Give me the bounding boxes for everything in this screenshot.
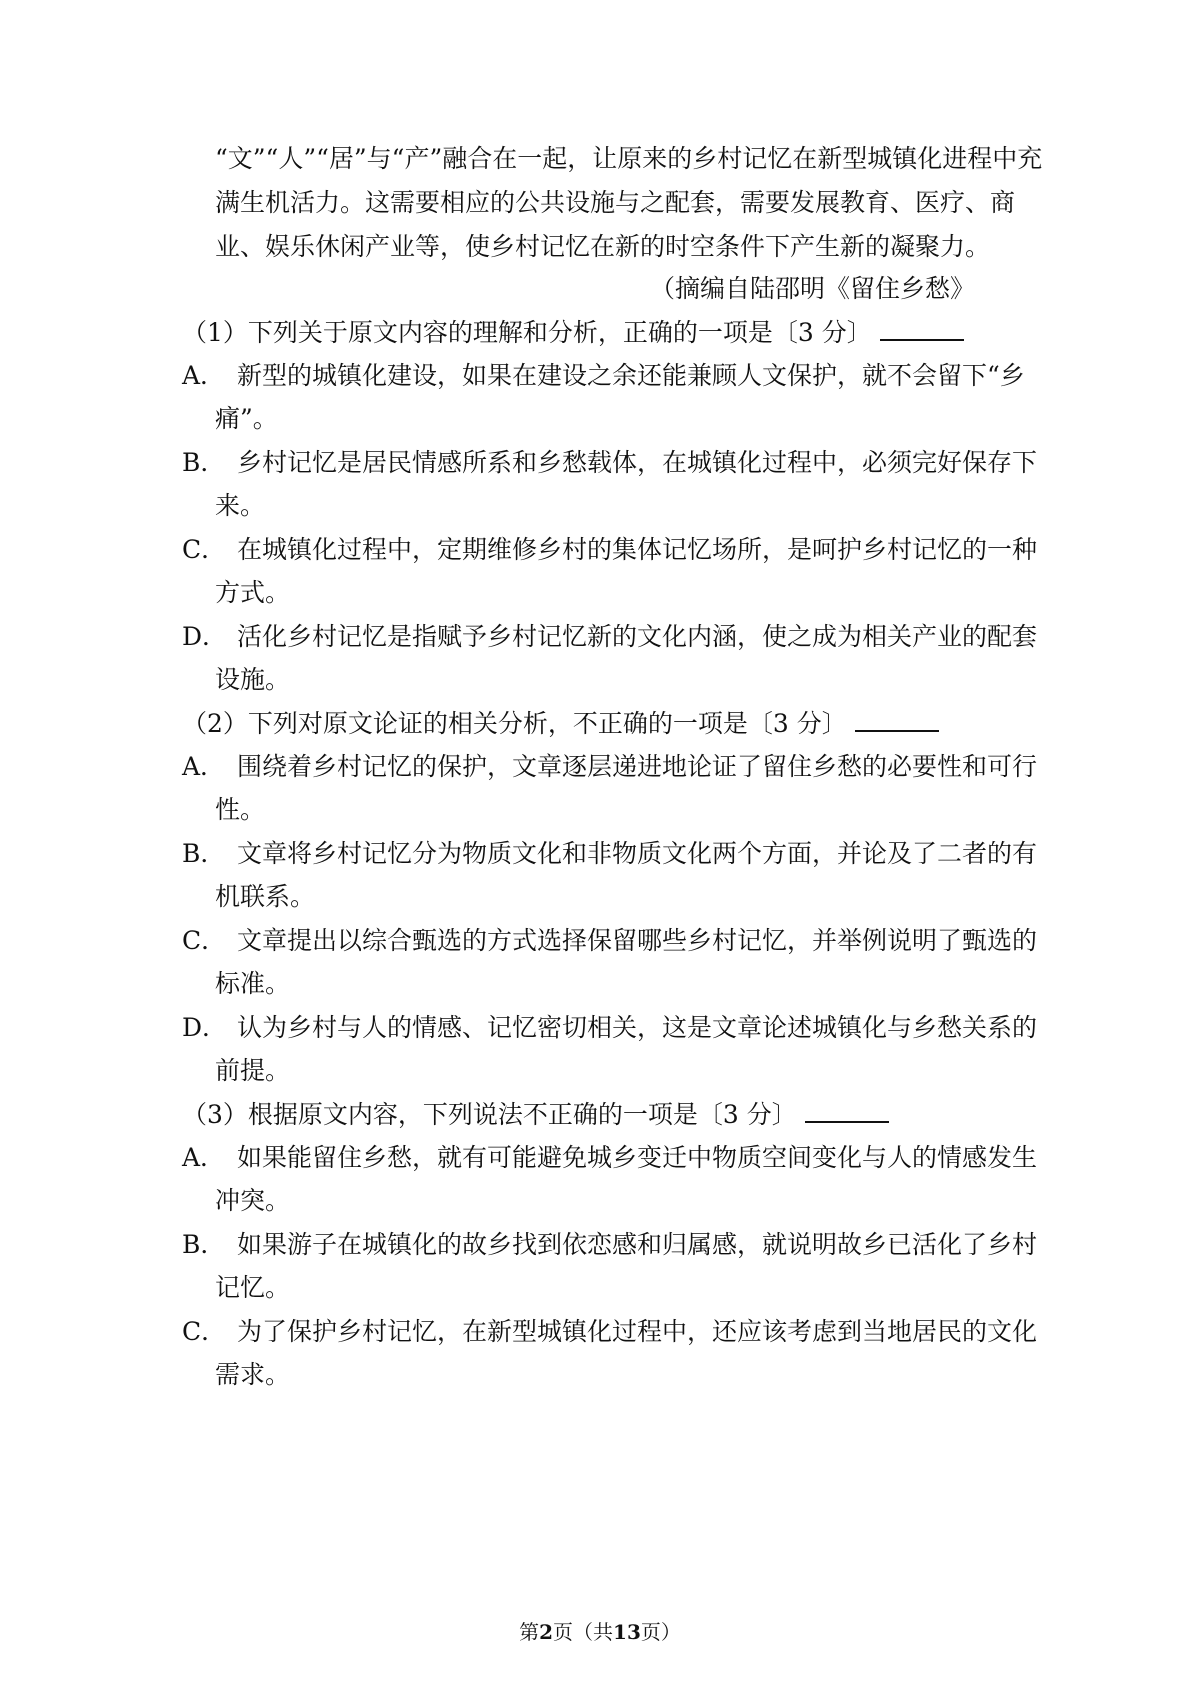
option-letter: A． (182, 1143, 226, 1172)
option-text: 如果能留住乡愁，就有可能避免城乡变迁中物质空间变化与人的情感发生 (237, 1143, 1038, 1172)
footer-prefix: 第 (519, 1620, 540, 1644)
option-letter: A． (182, 361, 226, 390)
answer-blank-3 (805, 1099, 889, 1123)
question-2-option-a-cont: 性。 (215, 795, 266, 824)
answer-blank-2 (855, 708, 939, 732)
footer-middle: 页（共 (553, 1620, 614, 1644)
option-text: 乡村记忆是居民情感所系和乡愁载体，在城镇化过程中，必须完好保存下 (237, 448, 1038, 477)
question-3-option-b-cont: 记忆。 (215, 1273, 291, 1302)
question-2-stem (182, 707, 1200, 741)
option-letter: D． (182, 1013, 228, 1042)
question-2-option-b-cont: 机联系。 (215, 882, 316, 911)
footer-page-number: 2 (539, 1620, 554, 1644)
question-3-option-a-cont: 冲突。 (215, 1186, 291, 1215)
option-text: 新型的城镇化建设，如果在建设之余还能兼顾人文保护，就不会留下“乡 (237, 361, 1025, 390)
question-3-stem (182, 1098, 1200, 1132)
question-3-option-c-cont: 需求。 (215, 1360, 291, 1389)
option-text: 在城镇化过程中，定期维修乡村的集体记忆场所，是呵护乡村记忆的一种 (237, 535, 1038, 564)
question-1-option-d-cont: 设施。 (215, 665, 291, 694)
passage-source: （摘编自陆邵明《留住乡愁》 (649, 274, 975, 303)
answer-blank-1 (880, 317, 964, 341)
question-1-option-a-cont: 痛”。 (215, 404, 278, 433)
option-text: 为了保护乡村记忆，在新型城镇化过程中，还应该考虑到当地居民的文化 (237, 1317, 1038, 1346)
question-1-option-c-cont: 方式。 (215, 578, 291, 607)
question-2-option-c-cont: 标准。 (215, 969, 291, 998)
passage-line-3: 业、娱乐休闲产业等，使乡村记忆在新的时空条件下产生新的凝聚力。 (215, 232, 991, 261)
passage-line-2: 满生机活力。这需要相应的公共设施与之配套，需要发展教育、医疗、商 (215, 188, 1016, 217)
option-letter: B． (182, 1230, 226, 1259)
option-letter: C． (182, 1317, 227, 1346)
option-letter: B． (182, 839, 226, 868)
question-2-option-d-cont: 前提。 (215, 1056, 291, 1085)
option-text: 围绕着乡村记忆的保护，文章逐层递进地论证了留住乡愁的必要性和可行 (237, 752, 1038, 781)
question-1-stem-text: （1）下列关于原文内容的理解和分析，正确的一项是〔3 分〕 (182, 318, 872, 347)
option-text: 活化乡村记忆是指赋予乡村记忆新的文化内涵，使之成为相关产业的配套 (237, 622, 1038, 651)
option-letter: B． (182, 448, 226, 477)
option-letter: C． (182, 926, 227, 955)
option-text: 文章提出以综合甄选的方式选择保留哪些乡村记忆，并举例说明了甄选的 (237, 926, 1038, 955)
page-footer (0, 1619, 1200, 1645)
passage-line-1: “文”“人”“居”与“产”融合在一起，让原来的乡村记忆在新型城镇化进程中充 (215, 144, 1043, 173)
footer-total-pages: 13 (613, 1620, 641, 1644)
option-text: 如果游子在城镇化的故乡找到依恋感和归属感，就说明故乡已活化了乡村 (237, 1230, 1038, 1259)
question-1-stem (182, 316, 1200, 350)
question-1-option-b-cont: 来。 (215, 491, 266, 520)
footer-suffix: 页） (640, 1620, 681, 1644)
option-text: 文章将乡村记忆分为物质文化和非物质文化两个方面，并论及了二者的有 (237, 839, 1038, 868)
option-text: 认为乡村与人的情感、记忆密切相关，这是文章论述城镇化与乡愁关系的 (237, 1013, 1038, 1042)
option-letter: D． (182, 622, 228, 651)
question-3-stem-text: （3）根据原文内容，下列说法不正确的一项是〔3 分〕 (182, 1100, 797, 1129)
option-letter: C． (182, 535, 227, 564)
question-2-stem-text: （2）下列对原文论证的相关分析，不正确的一项是〔3 分〕 (182, 709, 847, 738)
option-letter: A． (182, 752, 226, 781)
